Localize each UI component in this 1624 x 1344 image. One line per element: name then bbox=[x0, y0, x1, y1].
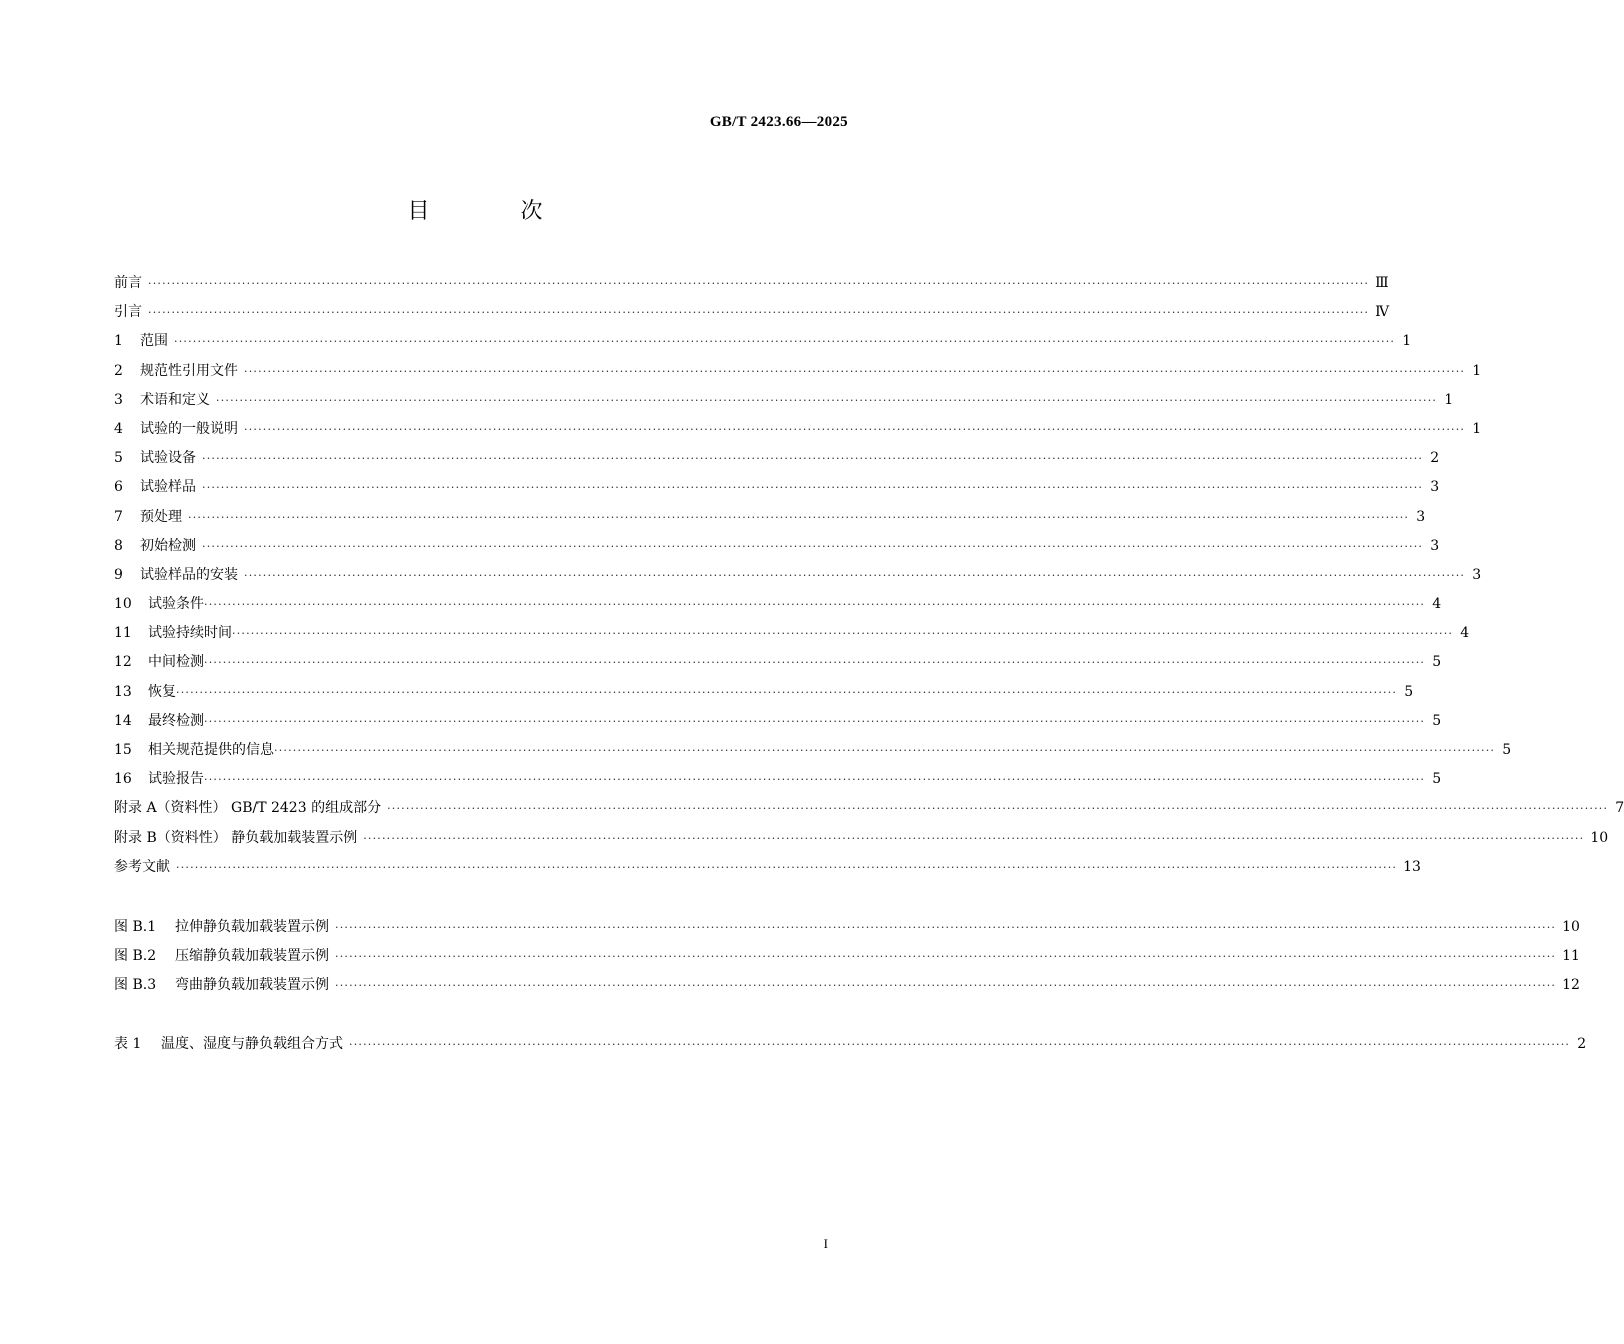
toc-entry-label: 最终检测 bbox=[148, 712, 204, 729]
table-entry[interactable] bbox=[114, 1030, 1587, 1059]
dot-leader: ···································································································································································································································································· bbox=[176, 685, 1398, 699]
toc-entry-label: 试验持续时间 bbox=[148, 625, 232, 642]
toc-entry-page: 5 bbox=[1432, 654, 1442, 671]
toc-entry[interactable] bbox=[114, 503, 1426, 532]
toc-entry-label: 试验样品 bbox=[140, 479, 196, 496]
toc-entry-number: 14 bbox=[114, 712, 132, 729]
toc-entry-page: 5 bbox=[1404, 683, 1414, 700]
toc-entry-page: 1 bbox=[1444, 391, 1454, 408]
toc-entry-label: 预处理 bbox=[140, 508, 182, 525]
toc-entry-page: 3 bbox=[1430, 479, 1440, 496]
toc-entry-number: 11 bbox=[114, 625, 132, 642]
toc-entry-number: 10 bbox=[114, 596, 132, 613]
dot-leader: ···································································································································································································································································· bbox=[188, 510, 1410, 524]
figure-entry-page: 10 bbox=[1562, 919, 1580, 935]
toc-entry[interactable] bbox=[114, 648, 1442, 677]
standard-number: GB/T 2423.66—2025 bbox=[709, 114, 848, 130]
toc-entry-number: 1 bbox=[114, 333, 123, 350]
dot-leader: ···································································································································································································································································· bbox=[176, 860, 1398, 874]
toc-entry-page: Ⅳ bbox=[1375, 304, 1390, 321]
toc-entry[interactable] bbox=[114, 298, 1390, 327]
toc-entry-label: 中间检测 bbox=[148, 654, 204, 671]
toc-entry-page: 3 bbox=[1472, 566, 1482, 583]
toc-entry-label: 参考文献 bbox=[114, 858, 170, 875]
toc-entry-label: 前言 bbox=[114, 275, 142, 291]
toc-entry-label: 附录 A（资料性） GB/T 2423 的组成部分 bbox=[114, 800, 382, 817]
toc-entry[interactable] bbox=[114, 765, 1442, 794]
toc-entry-label: 附录 B（资料性） 静负载加载装置示例 bbox=[114, 829, 358, 846]
figure-entry[interactable] bbox=[114, 971, 1580, 1000]
figure-entry-number: 图 B.3 bbox=[114, 977, 157, 994]
toc-entry-page: 2 bbox=[1430, 450, 1440, 467]
toc-figure-list bbox=[114, 913, 1580, 1001]
page-number: I bbox=[823, 1236, 828, 1251]
toc-entry[interactable] bbox=[114, 357, 1482, 386]
toc-entry-number: 15 bbox=[114, 742, 132, 758]
dot-leader: ···································································································································································································································································· bbox=[387, 802, 1609, 816]
toc-entry[interactable] bbox=[114, 707, 1442, 736]
toc-entry[interactable] bbox=[114, 678, 1414, 707]
toc-entry-page: 5 bbox=[1432, 771, 1442, 788]
toc-entry[interactable] bbox=[114, 327, 1412, 356]
toc-entry[interactable] bbox=[114, 561, 1482, 590]
toc-entry-number: 6 bbox=[114, 479, 123, 496]
toc-entry-page: 13 bbox=[1403, 858, 1421, 875]
toc-entry[interactable] bbox=[114, 444, 1440, 473]
toc-entry[interactable] bbox=[114, 386, 1454, 415]
table-entry-page: 2 bbox=[1577, 1036, 1587, 1052]
toc-entry-label: 试验条件 bbox=[148, 596, 204, 613]
toc-entry[interactable] bbox=[114, 590, 1442, 619]
figure-entry-page: 12 bbox=[1562, 977, 1580, 994]
toc-entry[interactable] bbox=[114, 824, 1609, 853]
toc-entry-number: 9 bbox=[114, 566, 123, 583]
dot-leader: ···································································································································································································································································· bbox=[216, 393, 1438, 407]
toc-entry[interactable] bbox=[114, 415, 1482, 444]
table-entry-number: 表 1 bbox=[114, 1036, 142, 1052]
toc-entry-label: 范围 bbox=[140, 333, 168, 350]
dot-leader: ···································································································································································································································································· bbox=[204, 656, 1426, 670]
dot-leader: ···································································································································································································································································· bbox=[244, 422, 1466, 436]
dot-leader: ···································································································································································································································································· bbox=[202, 539, 1424, 553]
dot-leader: ···································································································································································································································································· bbox=[244, 568, 1466, 582]
figure-entry-number: 图 B.2 bbox=[114, 948, 157, 965]
toc-entry-page: 4 bbox=[1460, 625, 1470, 642]
toc-entry-label: 相关规范提供的信息 bbox=[148, 742, 274, 758]
toc-entry[interactable] bbox=[114, 619, 1470, 648]
toc-entry-page: 5 bbox=[1502, 742, 1512, 758]
toc-entry-page: 7 bbox=[1615, 800, 1624, 817]
dot-leader: ···································································································································································································································································· bbox=[335, 950, 1557, 964]
toc-entry-label: 试验的一般说明 bbox=[140, 420, 238, 437]
dot-leader: ···································································································································································································································································· bbox=[202, 452, 1424, 466]
dot-leader: ···································································································································································································································································· bbox=[244, 364, 1466, 378]
toc-title: 目 次 bbox=[407, 199, 585, 224]
figure-entry[interactable] bbox=[114, 913, 1580, 942]
toc-entry-number: 5 bbox=[114, 450, 123, 467]
toc-entry-page: 1 bbox=[1472, 420, 1482, 437]
figure-entry-number: 图 B.1 bbox=[114, 919, 157, 935]
toc-main-list bbox=[114, 269, 1624, 882]
toc-entry-number: 13 bbox=[114, 683, 132, 700]
toc-entry-number: 2 bbox=[114, 362, 123, 379]
toc-entry[interactable] bbox=[114, 532, 1440, 561]
toc-table-list bbox=[114, 1030, 1587, 1059]
dot-leader: ···································································································································································································································································· bbox=[204, 714, 1426, 728]
toc-entry-label: 引言 bbox=[114, 304, 142, 321]
toc-entry-page: Ⅲ bbox=[1375, 275, 1389, 291]
toc-entry-page: 10 bbox=[1590, 829, 1609, 846]
toc-entry-label: 规范性引用文件 bbox=[140, 362, 238, 379]
toc-entry-number: 4 bbox=[114, 420, 123, 437]
dot-leader: ···································································································································································································································································· bbox=[232, 627, 1454, 641]
figure-entry-label: 拉伸静负载加载装置示例 bbox=[175, 919, 329, 935]
toc-entry-number: 12 bbox=[114, 654, 132, 671]
dot-leader: ···································································································································································································································································· bbox=[204, 598, 1426, 612]
toc-entry-number: 16 bbox=[114, 771, 132, 788]
toc-entry[interactable] bbox=[114, 736, 1512, 765]
figure-entry-label: 压缩静负载加载装置示例 bbox=[175, 948, 329, 965]
toc-entry-page: 3 bbox=[1430, 537, 1440, 554]
dot-leader: ···································································································································································································································································· bbox=[335, 979, 1557, 993]
toc-entry-page: 3 bbox=[1416, 508, 1426, 525]
toc-entry-label: 初始检测 bbox=[140, 537, 196, 554]
toc-entry-number: 8 bbox=[114, 537, 123, 554]
toc-entry-label: 试验设备 bbox=[140, 450, 196, 467]
toc-entry-page: 4 bbox=[1432, 596, 1442, 613]
dot-leader: ···································································································································································································································································· bbox=[148, 277, 1370, 290]
toc-entry-label: 试验样品的安装 bbox=[140, 566, 238, 583]
toc-entry-label: 恢复 bbox=[148, 683, 176, 700]
toc-entry-label: 术语和定义 bbox=[140, 391, 210, 408]
toc-entry-page: 1 bbox=[1402, 333, 1412, 350]
table-entry-label: 温度、湿度与静负载组合方式 bbox=[161, 1036, 343, 1052]
dot-leader: ···································································································································································································································································· bbox=[363, 831, 1585, 845]
toc-entry[interactable] bbox=[114, 269, 1389, 298]
dot-leader: ···································································································································································································································································· bbox=[335, 921, 1557, 934]
toc-entry-page: 1 bbox=[1472, 362, 1482, 379]
toc-entry-label: 试验报告 bbox=[148, 771, 204, 788]
toc-entry[interactable] bbox=[114, 853, 1421, 882]
dot-leader: ···································································································································································································································································· bbox=[174, 335, 1396, 349]
toc-entry-page: 5 bbox=[1432, 712, 1442, 729]
dot-leader: ···································································································································································································································································· bbox=[349, 1038, 1571, 1051]
dot-leader: ···································································································································································································································································· bbox=[204, 773, 1426, 787]
figure-entry[interactable] bbox=[114, 942, 1580, 971]
dot-leader: ···································································································································································································································································· bbox=[274, 744, 1496, 757]
figure-entry-label: 弯曲静负载加载装置示例 bbox=[175, 977, 329, 994]
dot-leader: ···································································································································································································································································· bbox=[202, 481, 1424, 495]
toc-entry-number: 3 bbox=[114, 391, 123, 408]
toc-entry[interactable] bbox=[114, 473, 1440, 502]
toc-entry[interactable] bbox=[114, 794, 1624, 823]
toc-entry-number: 7 bbox=[114, 508, 123, 525]
figure-entry-page: 11 bbox=[1562, 948, 1580, 965]
dot-leader: ···································································································································································································································································· bbox=[148, 306, 1370, 320]
